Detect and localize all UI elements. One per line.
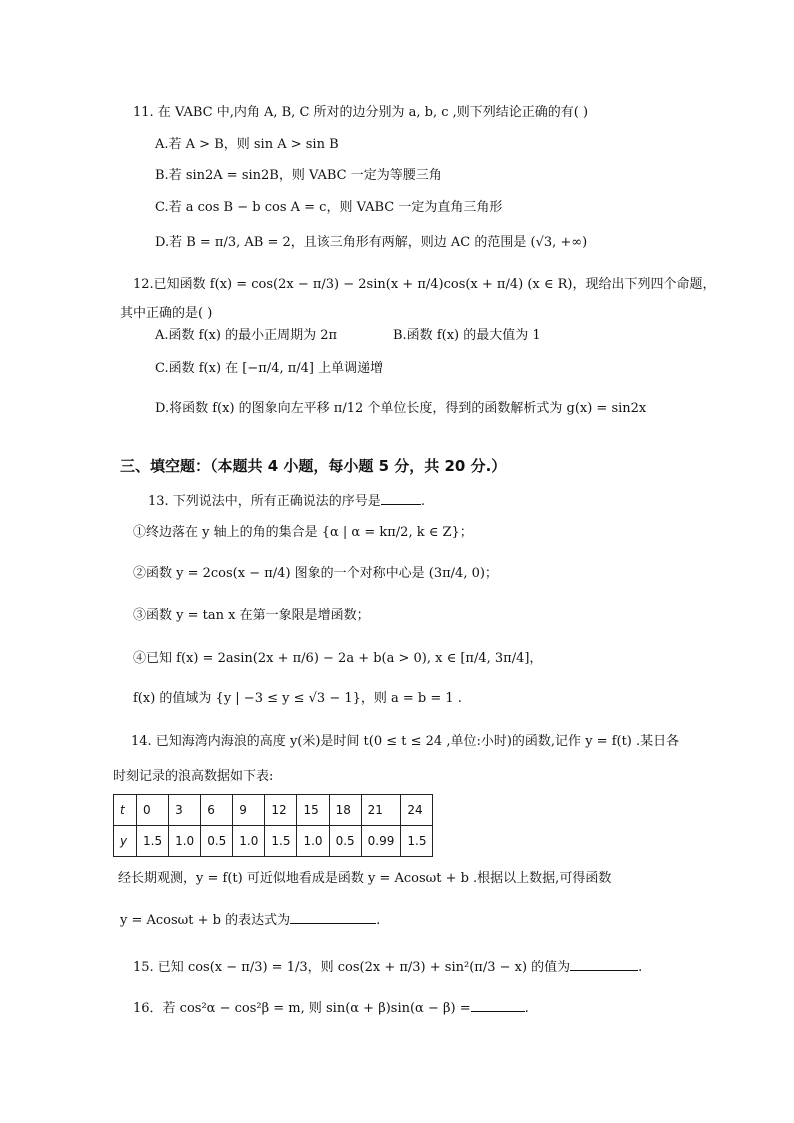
table-row-t bbox=[114, 795, 433, 826]
table-cell: 0.99 bbox=[361, 826, 401, 857]
answer-blank bbox=[570, 956, 638, 971]
q12-stem: 12.已知函数 f(x) = cos(2x − π/3) − 2sin(x + π/4)cos(x + π/4) (x ∈ R)，现给出下列四个命题， bbox=[133, 277, 716, 292]
q13-item-4: ④已知 f(x) = 2asin(2x + π/6) − 2a + b(a > 0), x ∈ [π/4, 3π/4]， bbox=[133, 651, 543, 666]
table-cell: 12 bbox=[265, 795, 297, 826]
table-cell: 0 bbox=[137, 795, 169, 826]
table-cell: 21 bbox=[361, 795, 401, 826]
table-header-t: t bbox=[114, 795, 137, 826]
q12-stem-cont: 其中正确的是( ) bbox=[120, 306, 213, 321]
question-15: 15. 已知 cos(x − π/3) = 1/3，则 cos(2x + π/3) + sin²(π/3 − x) 的值为 . bbox=[133, 956, 642, 977]
table-cell: 18 bbox=[329, 795, 361, 826]
q11-option-d: D.若 B = π/3, AB = 2，且该三角形有两解，则边 AC 的范围是 (√3, +∞) bbox=[155, 235, 588, 250]
answer-blank bbox=[471, 997, 525, 1012]
table-cell: 24 bbox=[401, 795, 433, 826]
table-cell: 0.5 bbox=[329, 826, 361, 857]
table-cell: 1.0 bbox=[297, 826, 329, 857]
q13-stem: 13. 下列说法中，所有正确说法的序号是 . bbox=[148, 490, 425, 511]
table-cell: 1.0 bbox=[233, 826, 265, 857]
table-cell: 1.5 bbox=[401, 826, 433, 857]
table-cell: 1.5 bbox=[265, 826, 297, 857]
q14-stem-cont: 时刻记录的浪高数据如下表: bbox=[113, 769, 274, 784]
q11-option-b: B.若 sin2A = sin2B，则 VABC 一定为等腰三角 bbox=[155, 168, 442, 183]
q13-item-3: ③函数 y = tan x 在第一象限是增函数； bbox=[133, 608, 370, 623]
q11-option-a: A.若 A > B，则 sin A > sin B bbox=[155, 137, 339, 152]
q14-stem: 14. 已知海湾内海浪的高度 y(米)是时间 t(0 ≤ t ≤ 24 ,单位:小时)的函数,记作 y = f(t) .某日各 bbox=[131, 734, 680, 749]
q11-option-c: C.若 a cos B − b cos A = c，则 VABC 一定为直角三角形 bbox=[155, 200, 503, 215]
table-cell: 1.0 bbox=[169, 826, 201, 857]
table-cell: 15 bbox=[297, 795, 329, 826]
wave-height-table bbox=[113, 794, 433, 857]
table-header-y: y bbox=[114, 826, 137, 857]
question-16: 16．若 cos²α − cos²β = m, 则 sin(α + β)sin(α − β) = . bbox=[133, 997, 529, 1018]
q14-line-4: y = Acosωt + b 的表达式为 . bbox=[120, 909, 380, 930]
q14-line-3: 经长期观测，y = f(t) 可近似地看成是函数 y = Acosωt + b .根据以上数据,可得函数 bbox=[118, 871, 612, 886]
table-cell: 1.5 bbox=[137, 826, 169, 857]
table-cell: 0.5 bbox=[201, 826, 233, 857]
q12-option-c: C.函数 f(x) 在 [−π/4, π/4] 上单调递增 bbox=[155, 361, 384, 376]
section-heading: 三、填空题：（本题共 4 小题，每小题 5 分，共 20 分.） bbox=[120, 457, 507, 475]
answer-blank bbox=[290, 909, 376, 924]
answer-blank bbox=[381, 490, 421, 505]
q11-stem: 11. 在 VABC 中,内角 A, B, C 所对的边分别为 a, b, c ,则下列结论正确的有( ) bbox=[133, 105, 589, 120]
table-row-y bbox=[114, 826, 433, 857]
q13-item-4-cont: f(x) 的值域为 {y | −3 ≤ y ≤ √3 − 1}，则 a = b = 1 . bbox=[133, 691, 462, 706]
table-cell: 3 bbox=[169, 795, 201, 826]
q12-option-d: D.将函数 f(x) 的图象向左平移 π/12 个单位长度，得到的函数解析式为 g(x) = sin2x bbox=[155, 401, 647, 416]
q12-option-a: A.函数 f(x) 的最小正周期为 2π bbox=[155, 328, 338, 343]
table-cell: 9 bbox=[233, 795, 265, 826]
table-cell: 6 bbox=[201, 795, 233, 826]
q13-item-2: ②函数 y = 2cos(x − π/4) 图象的一个对称中心是 (3π/4, 0)； bbox=[133, 566, 498, 581]
q12-option-b: B.函数 f(x) 的最大值为 1 bbox=[393, 328, 541, 343]
q13-item-1: ①终边落在 y 轴上的角的集合是 {α | α = kπ/2, k ∈ Z}； bbox=[133, 525, 473, 540]
